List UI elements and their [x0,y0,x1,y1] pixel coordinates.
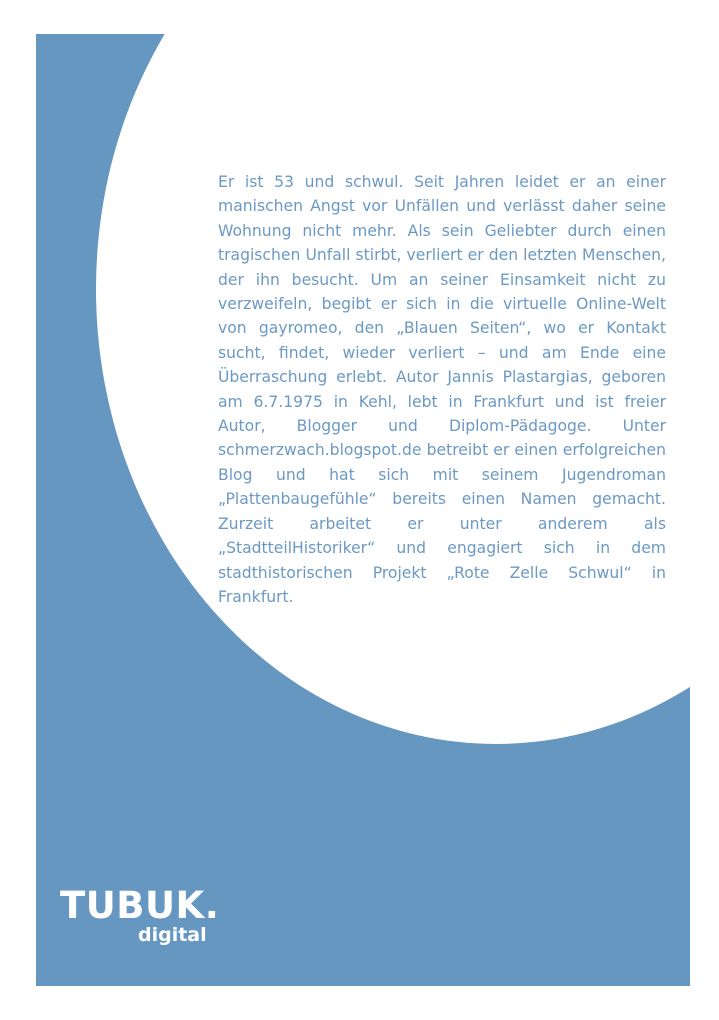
blue-cover-panel [36,34,690,986]
publisher-name: TUBUK. [60,884,220,927]
book-blurb: Er ist 53 und schwul. Seit Jahren leidet er an einer manischen Angst vor Unfällen und verlässt daher seine Wohnung nicht mehr. Als sein Geliebter durch einen tragischen Unfall stirbt, verliert er den letzten Menschen, der ihn besucht. Um an seiner Einsamkeit nicht zu verzweifeln, begibt er sich in die virtuelle Online-Welt von gayromeo, den „Blauen Seiten“, wo er Kontakt sucht, findet, wieder verliert – und am Ende eine Überraschung erlebt. Autor Jannis Plastargias, geboren am 6.7.1975 in Kehl, lebt in Frankfurt und ist freier Autor, Blogger und Diplom-Pädagoge. Unter schmerzwach.blogspot.de betreibt er einen erfolgreichen Blog und hat sich mit seinem Jugendroman „Plattenbaugefühle“ bereits einen Namen gemacht. Zurzeit arbeitet er unter anderem als „StadtteilHistoriker“ und engagiert sich in dem stadthistorischen Projekt „Rote Zelle Schwul“ in Frankfurt. [218,173,666,606]
publisher-imprint: digital [138,924,207,946]
publisher-logo [60,886,240,946]
